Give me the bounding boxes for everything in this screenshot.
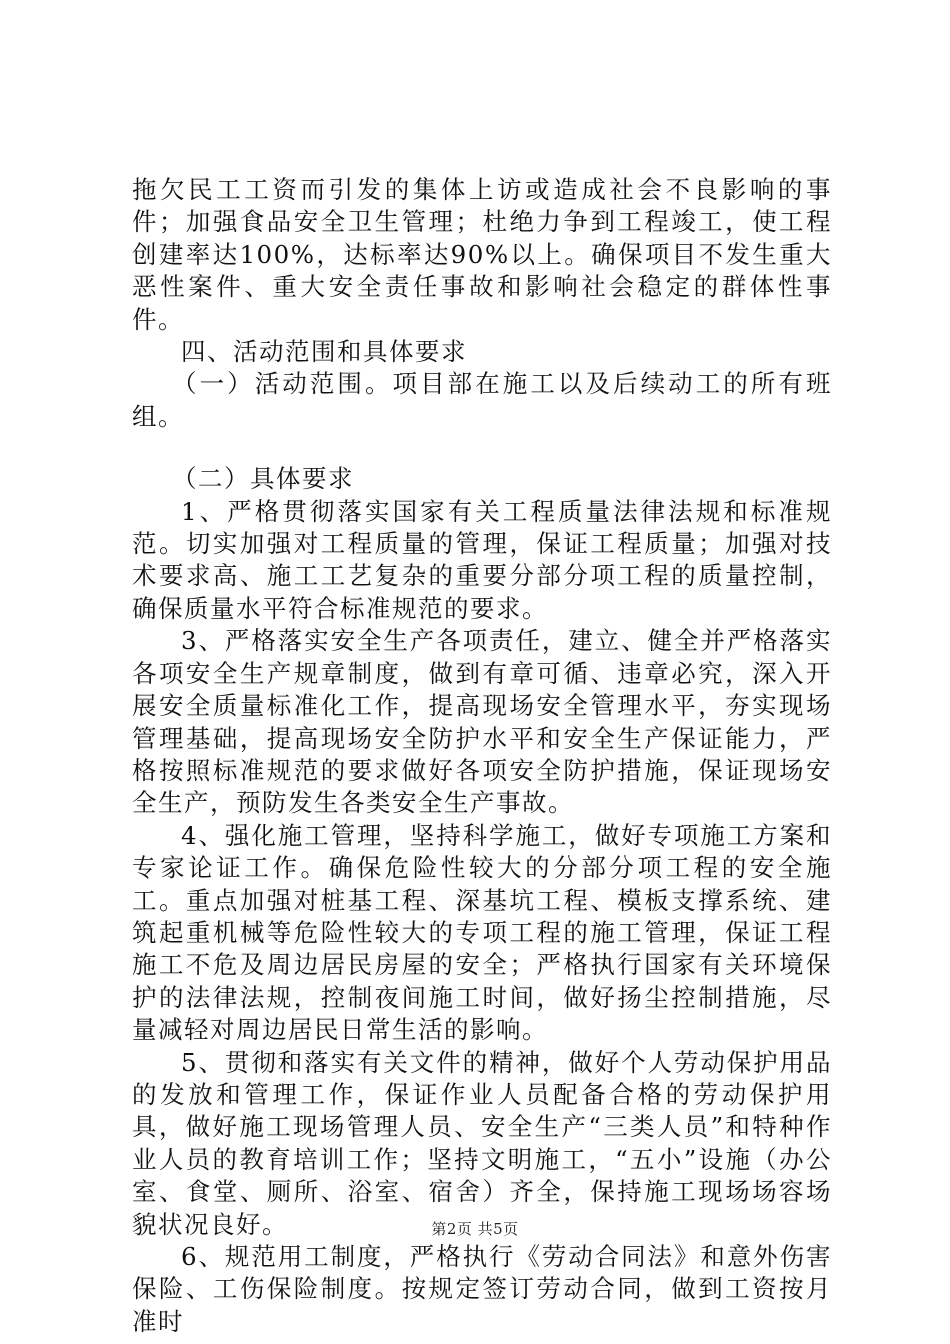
paragraph-item-3: 3、严格落实安全生产各项责任，建立、健全并严格落实各项安全生产规章制度，做到有章可循、违章必究，深入开展安全质量标准化工作，提高现场安全管理水平，夯实现场管理基础，提高现场安全防护水平和安全生产保证能力，严格按照标准规范的要求做好各项安全防护措施，保证现场安全生产，预防发生各类安全生产事故。 xyxy=(132,626,832,818)
section-heading-scope-requirements: 四、活动范围和具体要求 xyxy=(181,337,467,367)
paragraph-continuation: 拖欠民工工资而引发的集体上访或造成社会不良影响的事件；加强食品安全卫生管理；杜绝力争到工程竣工，使工程创建率达100%，达标率达90%以上。确保项目不发生重大恶性案件、重大安全责任事故和影响社会稳定的群体性事件。 xyxy=(132,175,832,334)
page-number-footer: 第2页 共5页 xyxy=(431,1220,519,1238)
paragraph-item-6: 6、规范用工制度，严格执行《劳动合同法》和意外伤害保险、工伤保险制度。按规定签订劳动合同，做到工资按月准时 xyxy=(132,1242,832,1336)
paragraph-item-1: 1、严格贯彻落实国家有关工程质量法律法规和标准规范。切实加强对工程质量的管理，保证工程质量；加强对技术要求高、施工工艺复杂的重要分部分项工程的质量控制，确保质量水平符合标准规范的要求。 xyxy=(132,496,832,623)
paragraph-item-4: 4、强化施工管理，坚持科学施工，做好专项施工方案和专家论证工作。确保危险性较大的分部分项工程的安全施工。重点加强对桩基工程、深基坑工程、模板支撑系统、建筑起重机械等危险性较大的专项工程的施工管理，保证工程施工不危及周边居民房屋的安全；严格执行国家有关环境保护的法律法规，控制夜间施工时间，做好扬尘控制措施，尽量减轻对周边居民日常生活的影响。 xyxy=(132,820,832,1045)
paragraph-item-5: 5、贯彻和落实有关文件的精神，做好个人劳动保护用品的发放和管理工作，保证作业人员配备合格的劳动保护用具，做好施工现场管理人员、安全生产“三类人员”和特种作业人员的教育培训工作；坚持文明施工，“五小”设施（办公室、食堂、厕所、浴室、宿舍）齐全，保持施工现场场容场貌状况良好。 xyxy=(132,1047,832,1239)
subheading-specific-requirements: （二）具体要求 xyxy=(172,464,354,494)
document-body xyxy=(132,174,832,1338)
subheading-activity-scope: （一）活动范围。项目部在施工以及后续动工的所有班组。 xyxy=(132,369,832,431)
